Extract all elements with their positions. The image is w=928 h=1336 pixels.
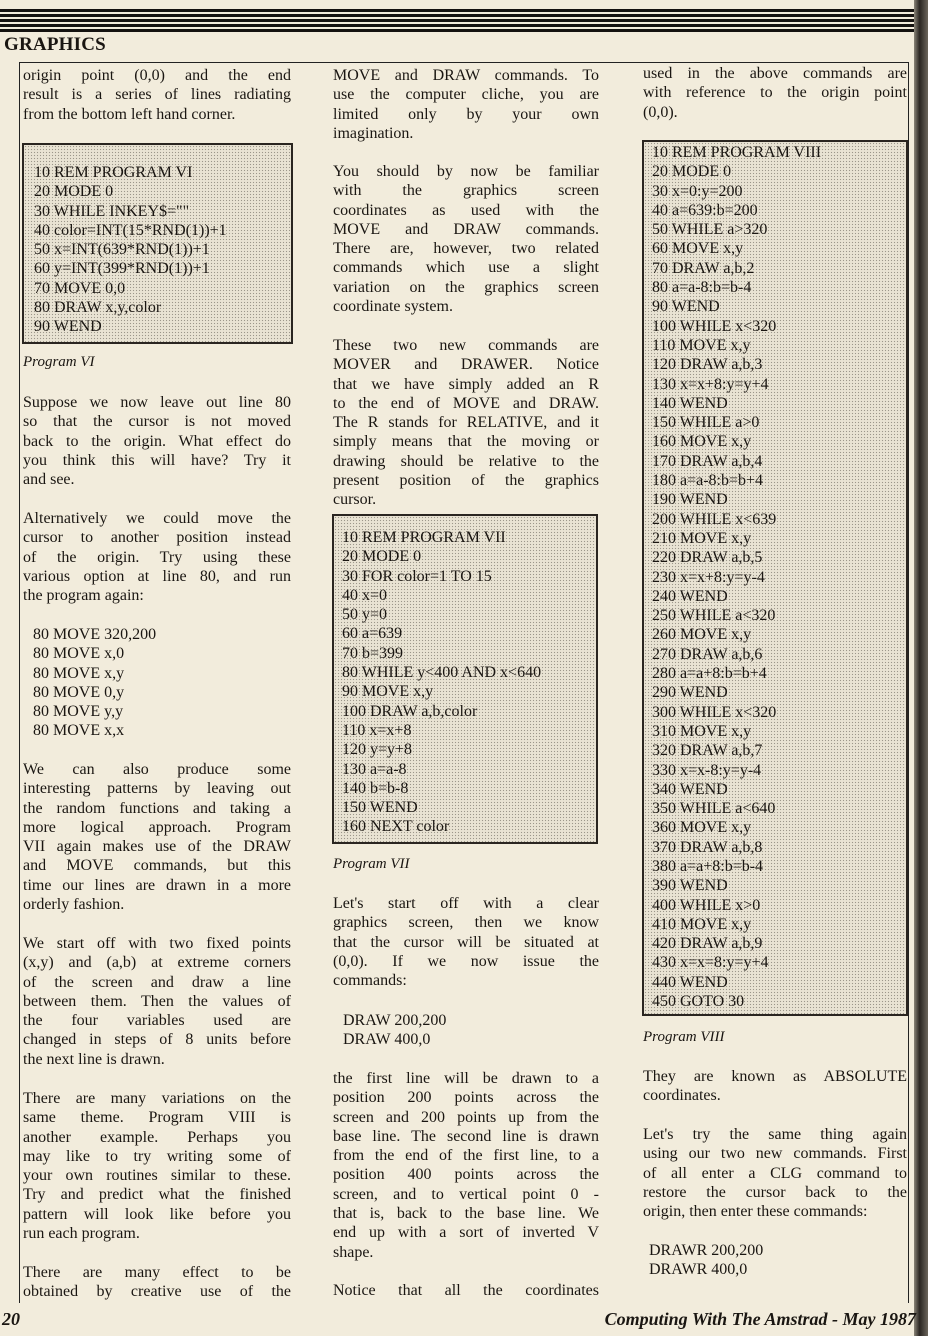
text-line: the random functions and taking a [23, 799, 291, 817]
code-line: 50 y=0 [342, 606, 388, 624]
paragraph [333, 336, 599, 510]
text-line: limited only by your own [333, 105, 599, 123]
text-line: Let's try the same thing again [643, 1126, 907, 1143]
text-line: shape. [333, 1243, 374, 1261]
text-line: base line. The second line is drawn [333, 1127, 599, 1145]
paragraph [333, 66, 599, 143]
code-line: 110 MOVE x,y [652, 336, 751, 354]
code-line: 220 DRAW a,b,5 [652, 549, 763, 567]
text-line: between them. Then the values of [23, 992, 291, 1010]
text-line: VII again makes use of the DRAW [23, 838, 291, 856]
text-line: pattern will look like before you [23, 1205, 291, 1223]
code-line: 250 WHILE a<320 [652, 607, 776, 625]
text-line: result is a series of lines radiating [23, 86, 291, 104]
code-line: DRAWR 200,200 [649, 1242, 764, 1259]
code-line: 150 WEND [342, 799, 418, 817]
text-line: (0,0). [643, 103, 678, 121]
caption-program-vii: Program VII [333, 856, 410, 872]
text-line: position 200 points across the [333, 1089, 599, 1107]
code-line: 230 x=x+8:y=y-4 [652, 568, 765, 586]
code-line: 90 MOVE x,y [342, 683, 434, 701]
code-line: 90 WEND [34, 318, 102, 336]
paragraph [333, 894, 599, 990]
code-line: 440 WEND [652, 973, 728, 991]
code-line: 180 a=a-8:b=b+4 [652, 472, 764, 490]
text-line: of the screen and draw a line [23, 973, 291, 991]
paragraph [643, 64, 907, 122]
code-line: 80 MOVE 320,200 [33, 626, 157, 643]
text-line: origin point (0,0) and the end [23, 67, 291, 84]
code-line: 140 WEND [652, 394, 728, 412]
code-line: 40 x=0 [342, 586, 388, 604]
text-line: from the bottom left hand corner. [23, 105, 236, 123]
text-line: changed in steps of 8 units before [23, 1031, 291, 1049]
code-line: 370 DRAW a,b,8 [652, 838, 763, 856]
code-line: 340 WEND [652, 780, 728, 798]
paragraph [23, 509, 291, 605]
text-line: imagination. [333, 124, 414, 142]
code-line: 10 REM PROGRAM VII [342, 529, 506, 546]
text-line: commands which use a slight [333, 259, 599, 277]
code-line: 60 a=639 [342, 625, 403, 643]
code-line: 360 MOVE x,y [652, 819, 752, 837]
text-line: These two new commands are [333, 337, 599, 354]
text-line: coordinate system. [333, 298, 453, 316]
code-line: 30 x=0:y=200 [652, 182, 743, 200]
code-line: 80 DRAW x,y,color [34, 299, 162, 317]
text-line: use the computer cliche, you are [333, 86, 599, 104]
code-line: 170 DRAW a,b,4 [652, 452, 763, 470]
code-line: 50 WHILE a>320 [652, 221, 768, 239]
code-line: 40 color=INT(15*RND(1))+1 [34, 221, 227, 239]
code-line: 390 WEND [652, 877, 728, 895]
text-line: coordinates. [643, 1087, 721, 1105]
code-line: 160 NEXT color [342, 818, 450, 836]
text-line: same theme. Program VIII is [23, 1109, 291, 1127]
text-line: simply means that the moving or [333, 433, 599, 451]
code-line: 320 DRAW a,b,7 [652, 742, 763, 760]
paragraph [333, 162, 599, 316]
paragraph [23, 760, 291, 914]
text-line: so that the cursor is not moved [23, 413, 291, 431]
code-line: 20 MODE 0 [652, 163, 732, 181]
paragraph [333, 1281, 599, 1300]
text-line: obtained by creative use of the [23, 1283, 291, 1301]
text-line: cursor. [333, 491, 377, 509]
code-snippet [333, 1011, 609, 1050]
text-line: screen, and to vertical point 0 - [333, 1185, 599, 1203]
text-line: We start off with two fixed points [23, 935, 291, 952]
text-line: origin, then enter these commands: [643, 1203, 868, 1221]
code-line: DRAW 400,0 [343, 1031, 431, 1049]
text-line: graphics screen, then we know [333, 914, 599, 932]
code-line: 260 MOVE x,y [652, 626, 752, 644]
text-line: the first line will be drawn to a [333, 1070, 599, 1087]
caption-program-vi: Program VI [23, 354, 95, 370]
text-line: the four variables used are [23, 1012, 291, 1030]
code-listing-program-viii [642, 140, 908, 1016]
code-line: 20 MODE 0 [342, 548, 422, 566]
code-line: 430 x=x=8:y=y+4 [652, 954, 769, 972]
code-line: 20 MODE 0 [34, 183, 114, 201]
text-line: variation on the graphics screen [333, 278, 599, 296]
text-line: MOVE and DRAW commands. [333, 220, 599, 238]
text-line: There are, however, two related [333, 240, 599, 258]
code-line: DRAWR 400,0 [649, 1261, 748, 1279]
text-line: from the end of the first line, to a [333, 1147, 599, 1165]
text-line: Suppose we now leave out line 80 [23, 394, 291, 411]
code-line: 60 MOVE x,y [652, 240, 744, 258]
code-line: 80 MOVE x,y [33, 664, 125, 682]
paragraph [23, 66, 291, 124]
text-line: screen and 200 points up from the [333, 1108, 599, 1126]
section-title: GRAPHICS [4, 34, 106, 55]
text-line: drawing should be relative to the [333, 452, 599, 470]
text-line: (0,0). If we now issue the [333, 952, 599, 970]
code-line: 210 MOVE x,y [652, 529, 752, 547]
code-line: 30 FOR color=1 TO 15 [342, 567, 492, 585]
text-line: your own routines similar to these. [23, 1167, 291, 1185]
text-line: interesting patterns by leaving out [23, 780, 291, 798]
code-line: 100 DRAW a,b,color [342, 702, 478, 720]
code-line: 80 a=a-8:b=b-4 [652, 279, 752, 297]
text-line: There are many variations on the [23, 1090, 291, 1107]
text-line: cursor to another position instead [23, 529, 291, 547]
paragraph [23, 1263, 291, 1302]
code-line: 450 GOTO 30 [652, 993, 745, 1011]
code-line: 120 y=y+8 [342, 741, 413, 759]
code-line: 70 b=399 [342, 644, 404, 662]
text-line: We can also produce some [23, 761, 291, 778]
text-line: restore the cursor back to the [643, 1183, 907, 1201]
code-line: 40 a=639:b=200 [652, 201, 758, 219]
text-line: to the end of MOVE and DRAW. [333, 394, 599, 412]
code-line: 80 MOVE x,0 [33, 645, 125, 663]
text-line: Let's start off with a clear [333, 895, 599, 912]
text-line: may like to try writing some of [23, 1147, 291, 1165]
text-line: commands: [333, 972, 407, 990]
text-line: They are known as ABSOLUTE [643, 1068, 907, 1085]
paragraph [23, 934, 291, 1069]
code-line: 60 y=INT(399*RND(1))+1 [34, 260, 210, 278]
code-line: 380 a=a+8:b=b-4 [652, 857, 764, 875]
text-line: with the graphics screen [333, 182, 599, 200]
text-line: Notice that all the coordinates [333, 1282, 599, 1299]
code-line: 10 REM PROGRAM VI [34, 164, 193, 181]
text-line: and MOVE commands, but this [23, 857, 291, 875]
text-line: you think this will have? Try it [23, 451, 291, 469]
text-line: coordinates as used with the [333, 201, 599, 219]
text-line: There are many effect to be [23, 1264, 291, 1281]
text-line: and see. [23, 471, 75, 489]
text-line: The R stands for RELATIVE, and it [333, 414, 599, 432]
text-line: MOVER and DRAWER. Notice [333, 356, 599, 374]
text-line: the program again: [23, 587, 144, 605]
code-snippet [643, 1241, 913, 1280]
code-line: 140 b=b-8 [342, 779, 409, 797]
code-line: 70 DRAW a,b,2 [652, 259, 755, 277]
code-line: 350 WHILE a<640 [652, 800, 776, 818]
magazine-issue: Computing With The Amstrad - May 1987 [604, 1309, 916, 1329]
code-line: 240 WEND [652, 587, 728, 605]
text-line: (x,y) and (a,b) at extreme corners [23, 954, 291, 972]
code-line: 420 DRAW a,b,9 [652, 935, 763, 953]
text-line: MOVE and DRAW commands. To [333, 67, 599, 84]
code-line: 90 WEND [652, 298, 720, 316]
code-line: 200 WHILE x<639 [652, 510, 777, 528]
code-line: 100 WHILE x<320 [652, 317, 777, 335]
text-line: the next line is drawn. [23, 1050, 165, 1068]
text-line: used in the above commands are [643, 65, 907, 82]
paragraph [23, 1089, 291, 1243]
code-line: 400 WHILE x>0 [652, 896, 761, 914]
page-number: 20 [2, 1309, 20, 1329]
text-line: using our two new commands. First [643, 1145, 907, 1163]
caption-program-viii: Program VIII [643, 1029, 725, 1045]
text-line: present position of the graphics [333, 472, 599, 490]
paragraph [643, 1067, 907, 1106]
paragraph [643, 1125, 907, 1221]
text-line: position 400 points across the [333, 1166, 599, 1184]
code-line: 130 a=a-8 [342, 760, 407, 778]
code-line: 130 x=x+8:y=y+4 [652, 375, 769, 393]
header-rule [0, 9, 914, 33]
paragraph [333, 1069, 599, 1262]
code-line: 80 MOVE 0,y [33, 683, 125, 701]
text-line: more logical approach. Program [23, 818, 291, 836]
code-line: 300 WHILE x<320 [652, 703, 777, 721]
text-line: end up with a sort of inverted V [333, 1224, 599, 1242]
code-line: 410 MOVE x,y [652, 915, 752, 933]
code-line: 150 WHILE a>0 [652, 414, 760, 432]
code-line: 70 MOVE 0,0 [34, 279, 126, 297]
code-line: 290 WEND [652, 684, 728, 702]
text-line: that we have simply added an R [333, 375, 599, 393]
text-line: with reference to the origin point [643, 84, 907, 102]
text-line: another example. Perhaps you [23, 1128, 291, 1146]
text-line: of the origin. Try using these [23, 548, 291, 566]
code-line: 80 WHILE y<400 AND x<640 [342, 664, 542, 682]
text-line: You should by now be familiar [333, 163, 599, 180]
text-line: Try and predict what the finished [23, 1186, 291, 1204]
code-line: 30 WHILE INKEY$="" [34, 202, 190, 220]
code-line: 80 MOVE x,x [33, 722, 125, 740]
code-listing-program-vii [332, 514, 598, 844]
text-line: that is, back to the base line. We [333, 1205, 599, 1223]
code-line: 190 WEND [652, 491, 728, 509]
code-line: 160 MOVE x,y [652, 433, 752, 451]
code-listing-program-vi [22, 143, 293, 344]
text-line: time our lines are drawn in a more [23, 876, 291, 894]
text-line: Alternatively we could move the [23, 510, 291, 527]
code-snippet [23, 625, 301, 741]
code-line: 10 REM PROGRAM VIII [652, 144, 822, 161]
code-line: 110 x=x+8 [342, 721, 412, 739]
text-line: of all enter a CLG command to [643, 1164, 907, 1182]
text-line: that the cursor will be situated at [333, 933, 599, 951]
text-line: orderly fashion. [23, 896, 125, 914]
code-line: 120 DRAW a,b,3 [652, 356, 763, 374]
code-line: 50 x=INT(639*RND(1))+1 [34, 241, 210, 259]
page-edge [914, 0, 928, 1336]
text-line: back to the origin. What effect do [23, 432, 291, 450]
text-line: run each program. [23, 1225, 140, 1243]
code-line: 330 x=x-8:y=y-4 [652, 761, 762, 779]
text-line: various option at line 80, and run [23, 567, 291, 585]
code-line: 80 MOVE y,y [33, 703, 124, 721]
code-line: DRAW 200,200 [343, 1012, 447, 1029]
code-line: 270 DRAW a,b,6 [652, 645, 763, 663]
paragraph [23, 393, 291, 489]
code-line: 280 a=a+8:b=b+4 [652, 665, 767, 683]
code-line: 310 MOVE x,y [652, 722, 752, 740]
